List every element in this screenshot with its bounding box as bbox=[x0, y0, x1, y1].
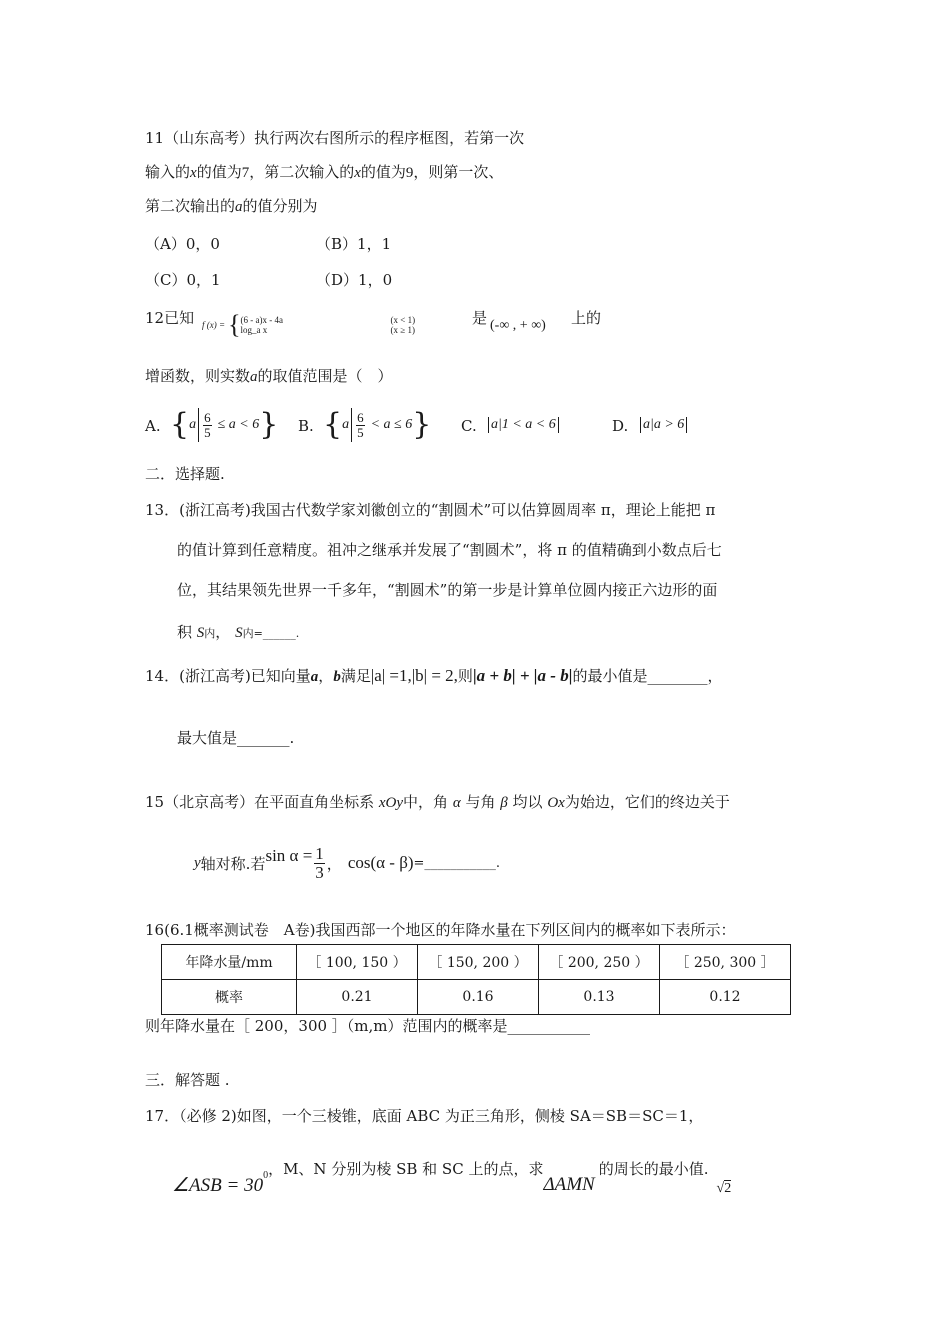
cos-expression: cos(α - β) bbox=[347, 853, 414, 872]
piece-cases bbox=[241, 315, 391, 335]
var-alpha: α bbox=[452, 795, 461, 811]
var-beta: β bbox=[500, 795, 508, 811]
q14-line1 bbox=[145, 666, 722, 687]
degree-superscript: 0 bbox=[263, 1170, 269, 1181]
function-label: f (x) = bbox=[202, 320, 226, 330]
value-7: 7 bbox=[241, 165, 250, 181]
q17-line2 bbox=[172, 1158, 731, 1198]
q13-line3: 位，其结果领先世界一千多年，“割圆术”的第一步是计算单位圆内接正六边形的面 bbox=[177, 581, 718, 599]
q11-text: 第二次输出的 bbox=[145, 197, 236, 215]
var-x: x bbox=[354, 165, 361, 181]
radicand: 2 bbox=[724, 1181, 732, 1196]
table-header-row bbox=[162, 945, 791, 980]
left-brace-icon: { bbox=[170, 407, 190, 442]
q12-is: 是 bbox=[472, 309, 488, 327]
q11-text: 的值分别为 bbox=[242, 197, 318, 215]
q12-text: 的取值范围是（ ） bbox=[257, 367, 393, 385]
set-expression: a|1 < a < 6 bbox=[488, 417, 559, 433]
q16-line2: 则年降水量在［ 200，300 ］（m,m）范围内的概率是___________ bbox=[145, 1017, 591, 1035]
section-2-heading: 二．选择题. bbox=[145, 465, 225, 483]
q15-text: 中，角 bbox=[403, 793, 449, 811]
q11-text: ，则第一次、 bbox=[413, 163, 504, 181]
q15-line1 bbox=[145, 792, 730, 813]
vector-a: a bbox=[310, 669, 319, 685]
var-s: S bbox=[235, 625, 243, 641]
angle-expression: ∠ASB = 30 bbox=[172, 1174, 264, 1196]
q11-text: 的值为 bbox=[360, 163, 406, 181]
set-expression: a|a > 6 bbox=[640, 417, 687, 433]
condition-2: (x ≥ 1) bbox=[390, 325, 415, 335]
vector-expression: |a + b| + |a - b| bbox=[472, 666, 573, 685]
var-ox: Ox bbox=[547, 795, 565, 811]
table-cell: 年降水量/mm bbox=[162, 945, 297, 980]
var-a: a bbox=[250, 369, 258, 385]
q12-option-a-label: A. bbox=[145, 417, 161, 435]
q14-line2: 最大值是_______. bbox=[177, 729, 295, 747]
fraction-one-third bbox=[314, 845, 325, 882]
section-3-heading: 三．解答题 . bbox=[145, 1071, 230, 1089]
q11-text: 的值为 bbox=[196, 163, 242, 181]
var-s: S bbox=[196, 625, 205, 641]
set-condition: ≤ a < 6 bbox=[217, 417, 260, 432]
vector-condition: |a| =1,|b| = 2, bbox=[370, 666, 458, 685]
table-row bbox=[162, 980, 791, 1015]
table-cell: 0.21 bbox=[297, 980, 418, 1015]
var-xoy: xOy bbox=[378, 795, 404, 811]
value-9: 9 bbox=[405, 165, 414, 181]
set-var: a bbox=[189, 417, 197, 432]
q12-option-c-set bbox=[488, 414, 559, 433]
q15-text: 与角 bbox=[465, 793, 496, 811]
q13-line2: 的值计算到任意精度。祖冲之继承并发展了“割圆术”，将 π 的值精确到小数点后七 bbox=[177, 541, 722, 559]
q13-text: 积 bbox=[177, 623, 193, 641]
vector-b: b bbox=[333, 669, 341, 685]
numerator: 6 bbox=[204, 409, 211, 425]
table-cell: ［ 150, 200 ） bbox=[418, 945, 539, 980]
subscript: 内 bbox=[204, 627, 216, 640]
q11-option-b: （B）1，1 bbox=[316, 235, 392, 253]
q11-option-c: （C）0，1 bbox=[145, 271, 221, 289]
var-x: x bbox=[190, 165, 197, 181]
denominator: 5 bbox=[204, 424, 211, 440]
sin-expression: sin α = bbox=[265, 846, 313, 865]
q14-text: ， bbox=[318, 667, 334, 685]
q12-option-b-set bbox=[323, 402, 431, 448]
right-brace-icon: } bbox=[412, 407, 432, 442]
subscript: 内 bbox=[242, 627, 254, 640]
case-1: (6 - a)x - 4a bbox=[240, 315, 284, 325]
q15-text: 15（北京高考）在平面直角坐标系 bbox=[145, 793, 375, 811]
var-y: y bbox=[194, 854, 201, 871]
probability-table bbox=[161, 944, 791, 1015]
q12-suffix: 上的 bbox=[571, 309, 602, 327]
q11-text: 11（山东高考）执行两次右图所示的程序框图，若第一次 bbox=[145, 129, 525, 147]
q13-text: ， bbox=[215, 623, 231, 641]
table-cell: 0.12 bbox=[660, 980, 791, 1015]
left-brace-icon: { bbox=[323, 407, 343, 442]
q14-text: 14．(浙江高考)已知向量 bbox=[145, 667, 311, 685]
divider bbox=[198, 408, 199, 442]
right-brace-icon: } bbox=[259, 407, 279, 442]
condition-1: (x < 1) bbox=[390, 315, 416, 325]
var-a: a bbox=[235, 199, 243, 215]
q15-text: ， bbox=[326, 854, 342, 873]
q11-text: 输入的 bbox=[145, 163, 191, 181]
denominator: 3 bbox=[315, 862, 324, 882]
table-cell: ［ 200, 250 ） bbox=[539, 945, 660, 980]
numerator: 6 bbox=[357, 409, 364, 425]
q17-line1: 17．（必修 2)如图，一个三棱锥，底面 ABC 为正三角形，侧棱 SA＝SB＝SC＝1， bbox=[145, 1107, 704, 1125]
answer-blank: =___________. bbox=[413, 855, 501, 871]
table-cell: 0.13 bbox=[539, 980, 660, 1015]
brace-icon: { bbox=[228, 310, 241, 339]
q11-text: ，第二次输入的 bbox=[249, 163, 355, 181]
q12-option-b-label: B. bbox=[298, 417, 314, 435]
q14-text: 的最小值是________， bbox=[572, 667, 723, 685]
fraction bbox=[356, 411, 365, 440]
q14-text: 满足 bbox=[340, 667, 371, 685]
q11-option-a: （A）0，0 bbox=[145, 235, 220, 253]
q11-option-d: （D）1，0 bbox=[316, 271, 393, 289]
triangle-amn: ΔAMN bbox=[543, 1174, 595, 1195]
denominator: 5 bbox=[357, 424, 364, 440]
q15-text: 为始边，它们的终边关于 bbox=[564, 793, 730, 811]
q12-text: 增函数，则实数 bbox=[145, 367, 251, 385]
q12-line2 bbox=[145, 366, 393, 387]
q12-option-d-set bbox=[640, 414, 687, 433]
q17-text: ，M、N 分别为棱 SB 和 SC 上的点，求 bbox=[268, 1160, 544, 1178]
q12-prefix: 12已知 bbox=[145, 309, 195, 327]
piece-conditions bbox=[391, 315, 416, 335]
set-condition: < a ≤ 6 bbox=[370, 417, 413, 432]
fraction bbox=[203, 411, 212, 440]
q12-option-d-label: D. bbox=[612, 417, 629, 435]
q15-text: 均以 bbox=[512, 793, 543, 811]
q15-line2 bbox=[194, 840, 500, 886]
table-cell: ［ 250, 300 ］ bbox=[660, 945, 791, 980]
q17-text: 的周长的最小值. bbox=[598, 1160, 709, 1178]
q12-option-c-label: C. bbox=[461, 417, 477, 435]
q12-interval: (-∞ , + ∞) bbox=[490, 318, 546, 333]
q16-line1: 16(6.1概率测试卷 A卷)我国西部一个地区的年降水量在下列区间内的概率如下表所示： bbox=[145, 921, 736, 939]
set-var: a bbox=[342, 417, 350, 432]
case-2: log_a x bbox=[240, 325, 268, 335]
q11-line3 bbox=[145, 196, 318, 217]
q11-line2 bbox=[145, 162, 503, 183]
q12-piecewise-function bbox=[202, 310, 415, 340]
q15-text: 轴对称.若 bbox=[200, 854, 266, 873]
q12-option-a-set bbox=[170, 402, 278, 448]
q13-line4 bbox=[177, 622, 299, 644]
divider bbox=[351, 408, 352, 442]
table-cell: ［ 100, 150 ） bbox=[297, 945, 418, 980]
q11-line1 bbox=[145, 128, 524, 148]
q13-line1: 13．(浙江高考)我国古代数学家刘徽创立的“割圆术”可以估算圆周率 π，理论上能把 π bbox=[145, 501, 716, 519]
q14-text: 则 bbox=[457, 667, 473, 685]
sqrt-symbol: √2 bbox=[716, 1181, 732, 1196]
table-cell: 概率 bbox=[162, 980, 297, 1015]
table-cell: 0.16 bbox=[418, 980, 539, 1015]
answer-blank: =______. bbox=[253, 627, 300, 640]
numerator: 1 bbox=[315, 843, 324, 863]
